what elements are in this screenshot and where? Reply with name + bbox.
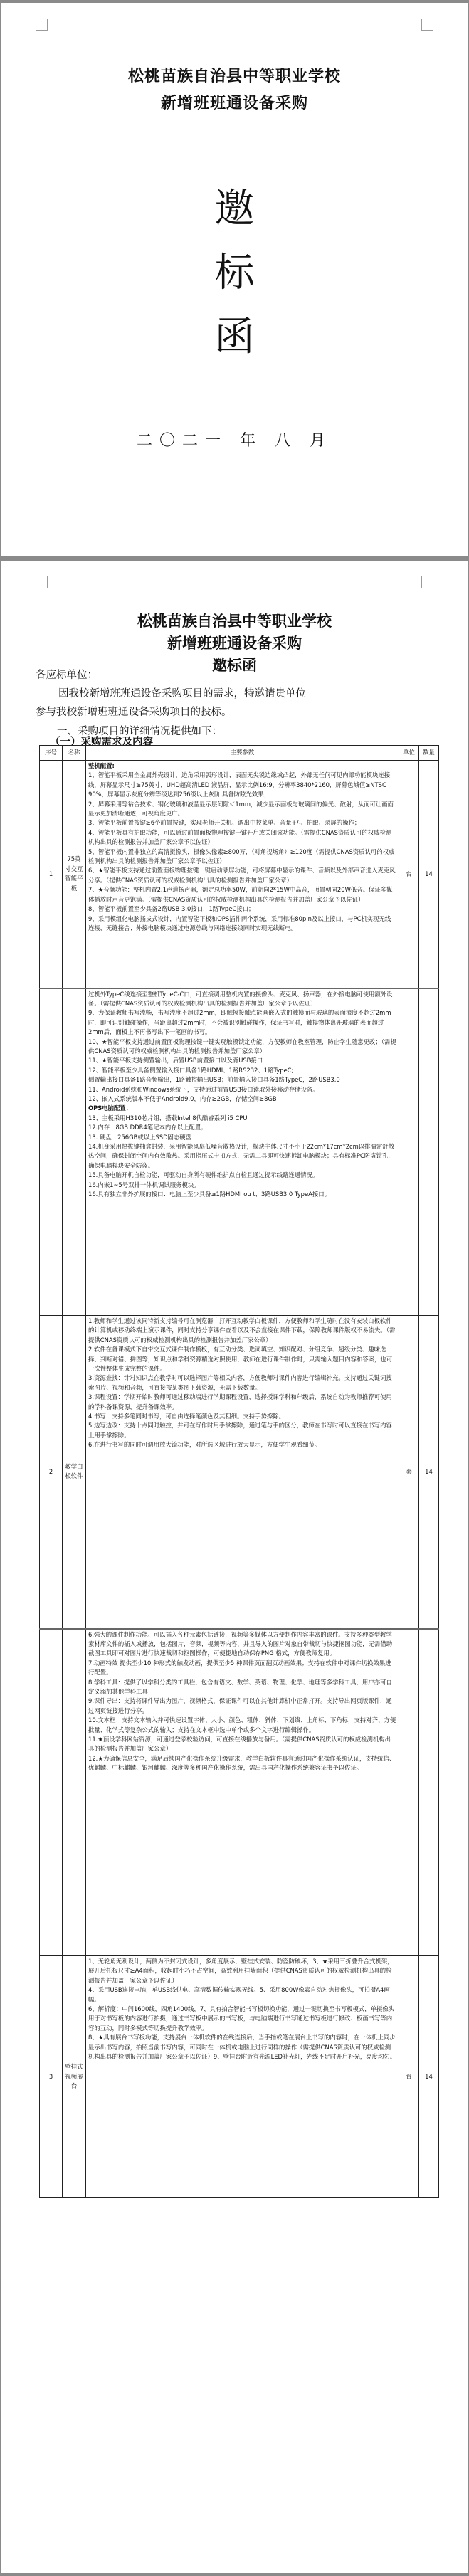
crop-mark bbox=[36, 576, 48, 588]
param-line: 8、智能平板前置至少具备2路USB 3.0接口，1路TypeC接口； bbox=[88, 905, 255, 913]
param-line: 8、★具有展台书写板功能，支持展台一体机软件的在线连接后，当手指或笔在展台上书写的内容时，在一体机上同步显示出书写内容，拍照当前书写内容，可同时在一体机或电脑上进行同样的操作（需提供CNAS资质认可的权威检测机构出具的检测报告并加盖厂家公章予以佐证）9、壁挂台附近有光源LED补光灯，光线不足时开启补光，亮度均匀。 bbox=[88, 2034, 396, 2061]
letter-page bbox=[1, 561, 468, 2573]
crop-mark bbox=[421, 19, 433, 31]
subsection-heading: （一）采购需求及内容 bbox=[50, 737, 153, 748]
table-row bbox=[40, 1316, 439, 1629]
intro-line-2: 参与我校新增班班通设备采购项目的投标。 bbox=[36, 707, 232, 718]
cell-no bbox=[40, 1629, 63, 1956]
param-line: 2、屏幕采用等钻合技术、钢化玻璃和液晶显示层间隙＜1mm，减少显示面板与玻璃间的偏光、散射，从而可让画面显示更加清晰通透，可视角度更广。 bbox=[88, 800, 394, 818]
cell-unit: 套 bbox=[399, 1316, 419, 1629]
param-line: 11.★预设学科网站资源，可通过登录校验访问，可直接在线播放与备用。（需提供CNAS资质认可的权威检测机构出具的检测报告并加盖厂家公章） bbox=[88, 1735, 391, 1753]
cell-params bbox=[86, 1956, 399, 2198]
cell-params bbox=[86, 988, 399, 1316]
param-line: 1、智能平板采用全金属外壳设计，边角采用弧形设计，表面无尖锐边缘或凸起，外部无任何可见内部功能模块连接线，屏幕显示尺寸≥75英寸，UHD超高清LED 液晶屏，显示比例16:9，分辨率3840*2160，屏幕色域值≥NTSC 90%，屏幕显示灰度分辨等级达到256级以上灰阶,具备防眩光效果； bbox=[88, 771, 391, 798]
cell-name: 教学白板软件 bbox=[63, 1316, 86, 1629]
param-line: 11、★智能平板支持侧置输出，后置USB前置接口以及背USB接口 bbox=[88, 1057, 263, 1065]
cell-qty: 14 bbox=[419, 761, 439, 988]
crop-mark bbox=[36, 19, 48, 31]
param-line: 11、Android系统和Windows系统下，支持通过前置USB接口读取外接移动存储设备。 bbox=[88, 1085, 319, 1093]
cell-unit bbox=[399, 1629, 419, 1956]
cell-no: 3 bbox=[40, 1956, 63, 2198]
param-line: 5.边写边改：支持十点同时触控，并可在写作时用手掌擦除，通过笔与手的区分，教师在书写时可以直接在书写内容上用手掌擦除。 bbox=[88, 1422, 392, 1439]
cell-params bbox=[86, 1316, 399, 1629]
ops-param-line: 15.具备电脑开机自检功能，可驱动自身所有硬件维护点自检且通过提示线路连通情况。 bbox=[88, 1171, 319, 1179]
param-line: 6、★智能平板支持通过前置面板物理按键一键启动录屏功能，可将屏幕中显示的课件、音频以及外部声音进入麦克风分享。（提供CNAS资质认可的权威检测机构出具的检测报告并加盖厂家公章） bbox=[88, 867, 396, 884]
param-line: 10.文本框：支持文本输入并可快速设置字体、大小、颜色、粗体、斜体、下划线、上角标、下角标，支持对齐、方便批量、化学式等复杂公式的输入；支持在文本框中选中单个或多个文字进行编辑操作。 bbox=[88, 1716, 396, 1733]
cell-unit bbox=[399, 988, 419, 1316]
param-line: 4.书写：支持多笔同时书写，可自由选择笔颜色及其粗细。支持手势擦除。 bbox=[88, 1413, 285, 1420]
param-line: 3、智能平板前置按键≥6个前置按键，实现老师开关机、调出中控菜单、音量+/-、护眼、录屏的操作； bbox=[88, 819, 361, 827]
param-line: 4、智能平板具有护眼功能，可以通过前置面板物理按键一键开启或关闭该功能。（需提供CNAS资质认可的权威检测机构出具的检测报告并加盖厂家公章予以佐证） bbox=[88, 828, 392, 846]
param-line: 6.强大的课件制作功能。可以插入各种元素包括链接，视频等多媒体以方便制作内容丰富的课件。支持多种类型教学素材库文件的插入或播放，包括图片，音频，视频等内容，并且导入的图片对象自带裁切与快捷抠图功能，无需借助截图工具即可对图片进行快速裁切和抠图操作，可便捷地自动保存PNG 格式，方便教师复用。 bbox=[88, 1630, 393, 1657]
param-line: 4、采用USB连接电脑，单USB线供电、高清数据传输实现无线。5、采用800W像素自动对焦摄像头，可拍摄A4画幅。 bbox=[88, 1986, 390, 2003]
cover-date: 二〇二一 年 八 月 bbox=[137, 432, 332, 450]
param-line: 1、无轮角无利设计，两侧为不封闭式设计，多角度展示，壁挂式安装、防盗防破坏，3、★采用三折叠升合式机架，展开后托板尺寸≥A4面积，收起时小巧不占空间，高效利用挂墙面积（提供CNAS资质认可的权威检测机构出具的检测报告并加盖厂家公章予以佐证） bbox=[88, 1958, 394, 1984]
param-line: 5、智能平板内置非独立的高清摄像头，摄像头像素≥800万，（对角视场角）≥120度（需提供CNAS资质认可的权威检测机构出具的检测报告并加盖厂家公章予以佐证） bbox=[88, 848, 395, 865]
cell-qty bbox=[419, 1629, 439, 1956]
ops-param-line: 13. 硬盘：256GB或以上SSD固态硬盘 bbox=[88, 1133, 192, 1141]
param-line: 侧置输出接口具备1路音频输出，1路触控输出USB；前置输入接口具备1路TypeC，2路USB3.0 bbox=[88, 1076, 340, 1084]
cover-project: 新增班班通设备采购 bbox=[160, 95, 308, 112]
param-line: 过机外TypeC线连接至整机TypeC-C口，可直接调用整机内置的摄像头、麦克风、扬声器，在外接电脑可使用额外设备。（需提供CNAS资质认可的权威检测机构出具的检测报告并加盖厂家公章予以佐证） bbox=[88, 990, 393, 1007]
cover-page bbox=[1, 3, 468, 556]
cell-name: 壁挂式视频展台 bbox=[63, 1956, 86, 2198]
header-params: 主要参数 bbox=[86, 746, 399, 761]
cover-title-char-2: 标 bbox=[214, 250, 255, 296]
cell-params bbox=[86, 761, 399, 988]
cell-name: 75英寸交互智能平板 bbox=[63, 761, 86, 988]
param-line: 9、为保证教师书写流畅，书写流度不超过2mm，即触摸接触点能画嵌入式的触摸面与玻璃的表面流度不超过2mm时，即可识别触碰操作，当距离超过2mm时，不会被识别触碰操作，保证书写时，触摸物体离开玻璃的表面超过2mm后，面板上不再书写出下一笔画的书写。 bbox=[88, 1009, 391, 1036]
table-row bbox=[40, 761, 439, 988]
cell-no bbox=[40, 988, 63, 1316]
param-line: 9.课件导出：支持将课件导出为图片，视频格式，保证课件可以在其他计算机中正常打开。支持导出网页版课件，通过网页链接进行分享。 bbox=[88, 1697, 392, 1714]
param-line: 12、嵌入式系统版本不低于Android9.0，内存≥2GB，存储空间≥8GB bbox=[88, 1094, 277, 1102]
letter-project: 新增班班通设备采购 bbox=[167, 635, 302, 652]
param-line: 3.资源查找：针对知识点在教学时可以选择图片等相关内容，方便教师对课件内容进行编辑补充。支持通过关键词搜索图片、视频和音频，可直接按某类图下载资源，无需下载数量。 bbox=[88, 1374, 392, 1391]
param-line: 12.★为确保信息安全，满足后续国产化操作系统升级需求，教学白板软件具有通过国产化操作系统认证，支持统信、优麒麟、中标麒麟、银河麒麟、深度等多种国产化操作系统，需出具国产化操作系统兼容证书予以佐证。 bbox=[88, 1754, 396, 1772]
section-heading: 一、采购项目的详细情况提供如下： bbox=[57, 726, 222, 737]
salutation: 各应标单位： bbox=[36, 670, 98, 681]
header-unit: 单位 bbox=[399, 746, 419, 761]
cell-unit: 台 bbox=[399, 761, 419, 988]
cover-title bbox=[1, 63, 468, 117]
letter-school: 松桃苗族自治县中等职业学校 bbox=[137, 613, 332, 630]
ops-param-line: 13、主板采用H310芯片组，搭载Intel 8代酷睿系列 i5 CPU bbox=[88, 1114, 248, 1121]
param-line: 7.动画特效 提供至少10 种形式的触发动画，提供至少5 种课件页面翻页动画效果；支持在软件中对课件切换效果进行配置。 bbox=[88, 1659, 391, 1677]
table-header-row bbox=[40, 746, 439, 761]
param-line: 8.学科工具：提供了以学科分类的工具栏，包含有语文、数学、英语、物理、化学、地理等多学科工具，用户亦可自定义添加其他学科工具 bbox=[88, 1678, 392, 1695]
param-line: 1.教师和学生通过该同特新支持编号可在测览器中打开互动教学白板课件，方便教师和学生随时在没有安装白板软件的计算机或移动终端上演示课件，同时支持分享课件查看以及不会直接在课件下载，保障教师课件版权不易流失。（需提供CNAS资质认可的权威检测机构出具的检测报告并加盖厂家公章） bbox=[88, 1317, 396, 1344]
param-line: 9、采用模组化电脑插拔式设计，内置智能平板和OPS插件两个系统，采用标准80pin及以上接口，与PC机实现无线连接，无缝接合；外接电脑模块通过电源总线与网络连接线同时实现无线断电。 bbox=[88, 914, 391, 931]
cell-name bbox=[63, 988, 86, 1316]
ops-param-line: 16.具有独立非外扩展的接口：电脑上至少具备≥1路HDMI ou t、3路USB3.0 TypeA接口。 bbox=[88, 1191, 330, 1198]
param-line: 7、★音频功能：整机内置2.1声道扬声器，额定总功率50W，前朝向2*15W中高音，顶置朝向20W低音。保证多媒体播放时声音更饱满。（需提供CNAS资质认可的权威检测机构出具的检测报告并加盖厂家公章予以佐证） bbox=[88, 886, 393, 903]
param-line: 2.软件在备课模式下自带交互式课件制作模板，有互动分类、选词填空、知识配对、分组竞争、超级分类、趣味选择、判断对错、拼图等，知识点和学科资源精选对照使用，教师在进行课件制作时，只需输入题目内容和答案，也可一次性整体生成完整的课件。 bbox=[88, 1346, 393, 1373]
table-row bbox=[40, 988, 439, 1316]
ops-param-line: 16.内嵌1~5号双排一体机调试服务模块。 bbox=[88, 1181, 200, 1188]
cover-title-char-1: 邀 bbox=[214, 186, 255, 232]
param-line: 10、★智能平板支持通过前置面板物理按键一键实现触摸锁定功能，方便教师在教室管理，防止学生随意更改；（需提供CNAS资质认可的权威检测机构出具的检测报告并加盖厂家公章） bbox=[88, 1038, 396, 1055]
ops-param-line: 12.内存：8GB DDR4笔记本内存以上配置； bbox=[88, 1124, 207, 1131]
intro-line-1: 因我校新增班班通设备采购项目的需求，特邀请贵单位 bbox=[58, 688, 306, 700]
header-no: 序号 bbox=[40, 746, 63, 761]
crop-mark bbox=[421, 576, 433, 588]
param-line: 3.课程设置：学期开始时教师可通过移动端进行学期课程设置，选择授课学科和年级后，系统自动为教师推荐可使用的学科备课资源，提升备课效率。 bbox=[88, 1393, 392, 1410]
cell-params bbox=[86, 1629, 399, 1956]
header-qty: 数量 bbox=[419, 746, 439, 761]
param-line: 12、智能平板至少具备侧置输入接口具备1路HDMI、1路RS232、1路TypeC; bbox=[88, 1066, 294, 1074]
params-heading: 整机配置: bbox=[88, 762, 115, 769]
param-line: 6、解析度：中间1600线，四角1400线，7、具有拍合智能书写板切换功能，通过一键切换至书写板模式，单摄像头用于对书写板的内容进行拍摄，通过书写板中展示的书写板，与电脑端进行书写通过书写板进行修改、板画书写等内容的互动，同时多模式等切换提升教学效率。 bbox=[88, 2005, 395, 2032]
letter-doc-title: 邀标函 bbox=[212, 657, 257, 674]
cell-no: 2 bbox=[40, 1316, 63, 1629]
table-row bbox=[40, 1629, 439, 1956]
cover-title-char-3: 函 bbox=[214, 314, 255, 360]
cell-unit: 台 bbox=[399, 1956, 419, 2198]
header-name: 名称 bbox=[63, 746, 86, 761]
cell-name bbox=[63, 1629, 86, 1956]
param-line: 6.在进行书写的同时可调用放大镜功能，对所选区域进行放大显示，方便学生观看细节。 bbox=[88, 1441, 321, 1449]
cover-school: 松桃苗族自治县中等职业学校 bbox=[127, 68, 341, 85]
ops-heading: OPS电脑配置： bbox=[88, 1104, 132, 1112]
cell-qty: 14 bbox=[419, 1956, 439, 2198]
cell-no: 1 bbox=[40, 761, 63, 988]
cell-qty: 14 bbox=[419, 1316, 439, 1629]
procurement-table bbox=[39, 745, 439, 2198]
cell-qty bbox=[419, 988, 439, 1316]
ops-param-line: 14.机身采用热拔键抽盒封装，采用智能风扇低噪音散热设计，模块主体尺寸不小于22cm*17cm*2cm以排温定舒散热空间，确保封闭空间内有效散热。采用指压式卡扣方式，无需工具即可快速拆卸电脑模块；具有标准PC防盗锁孔，确保电脑模块安全防盗。 bbox=[88, 1143, 394, 1169]
table-row bbox=[40, 1956, 439, 2198]
